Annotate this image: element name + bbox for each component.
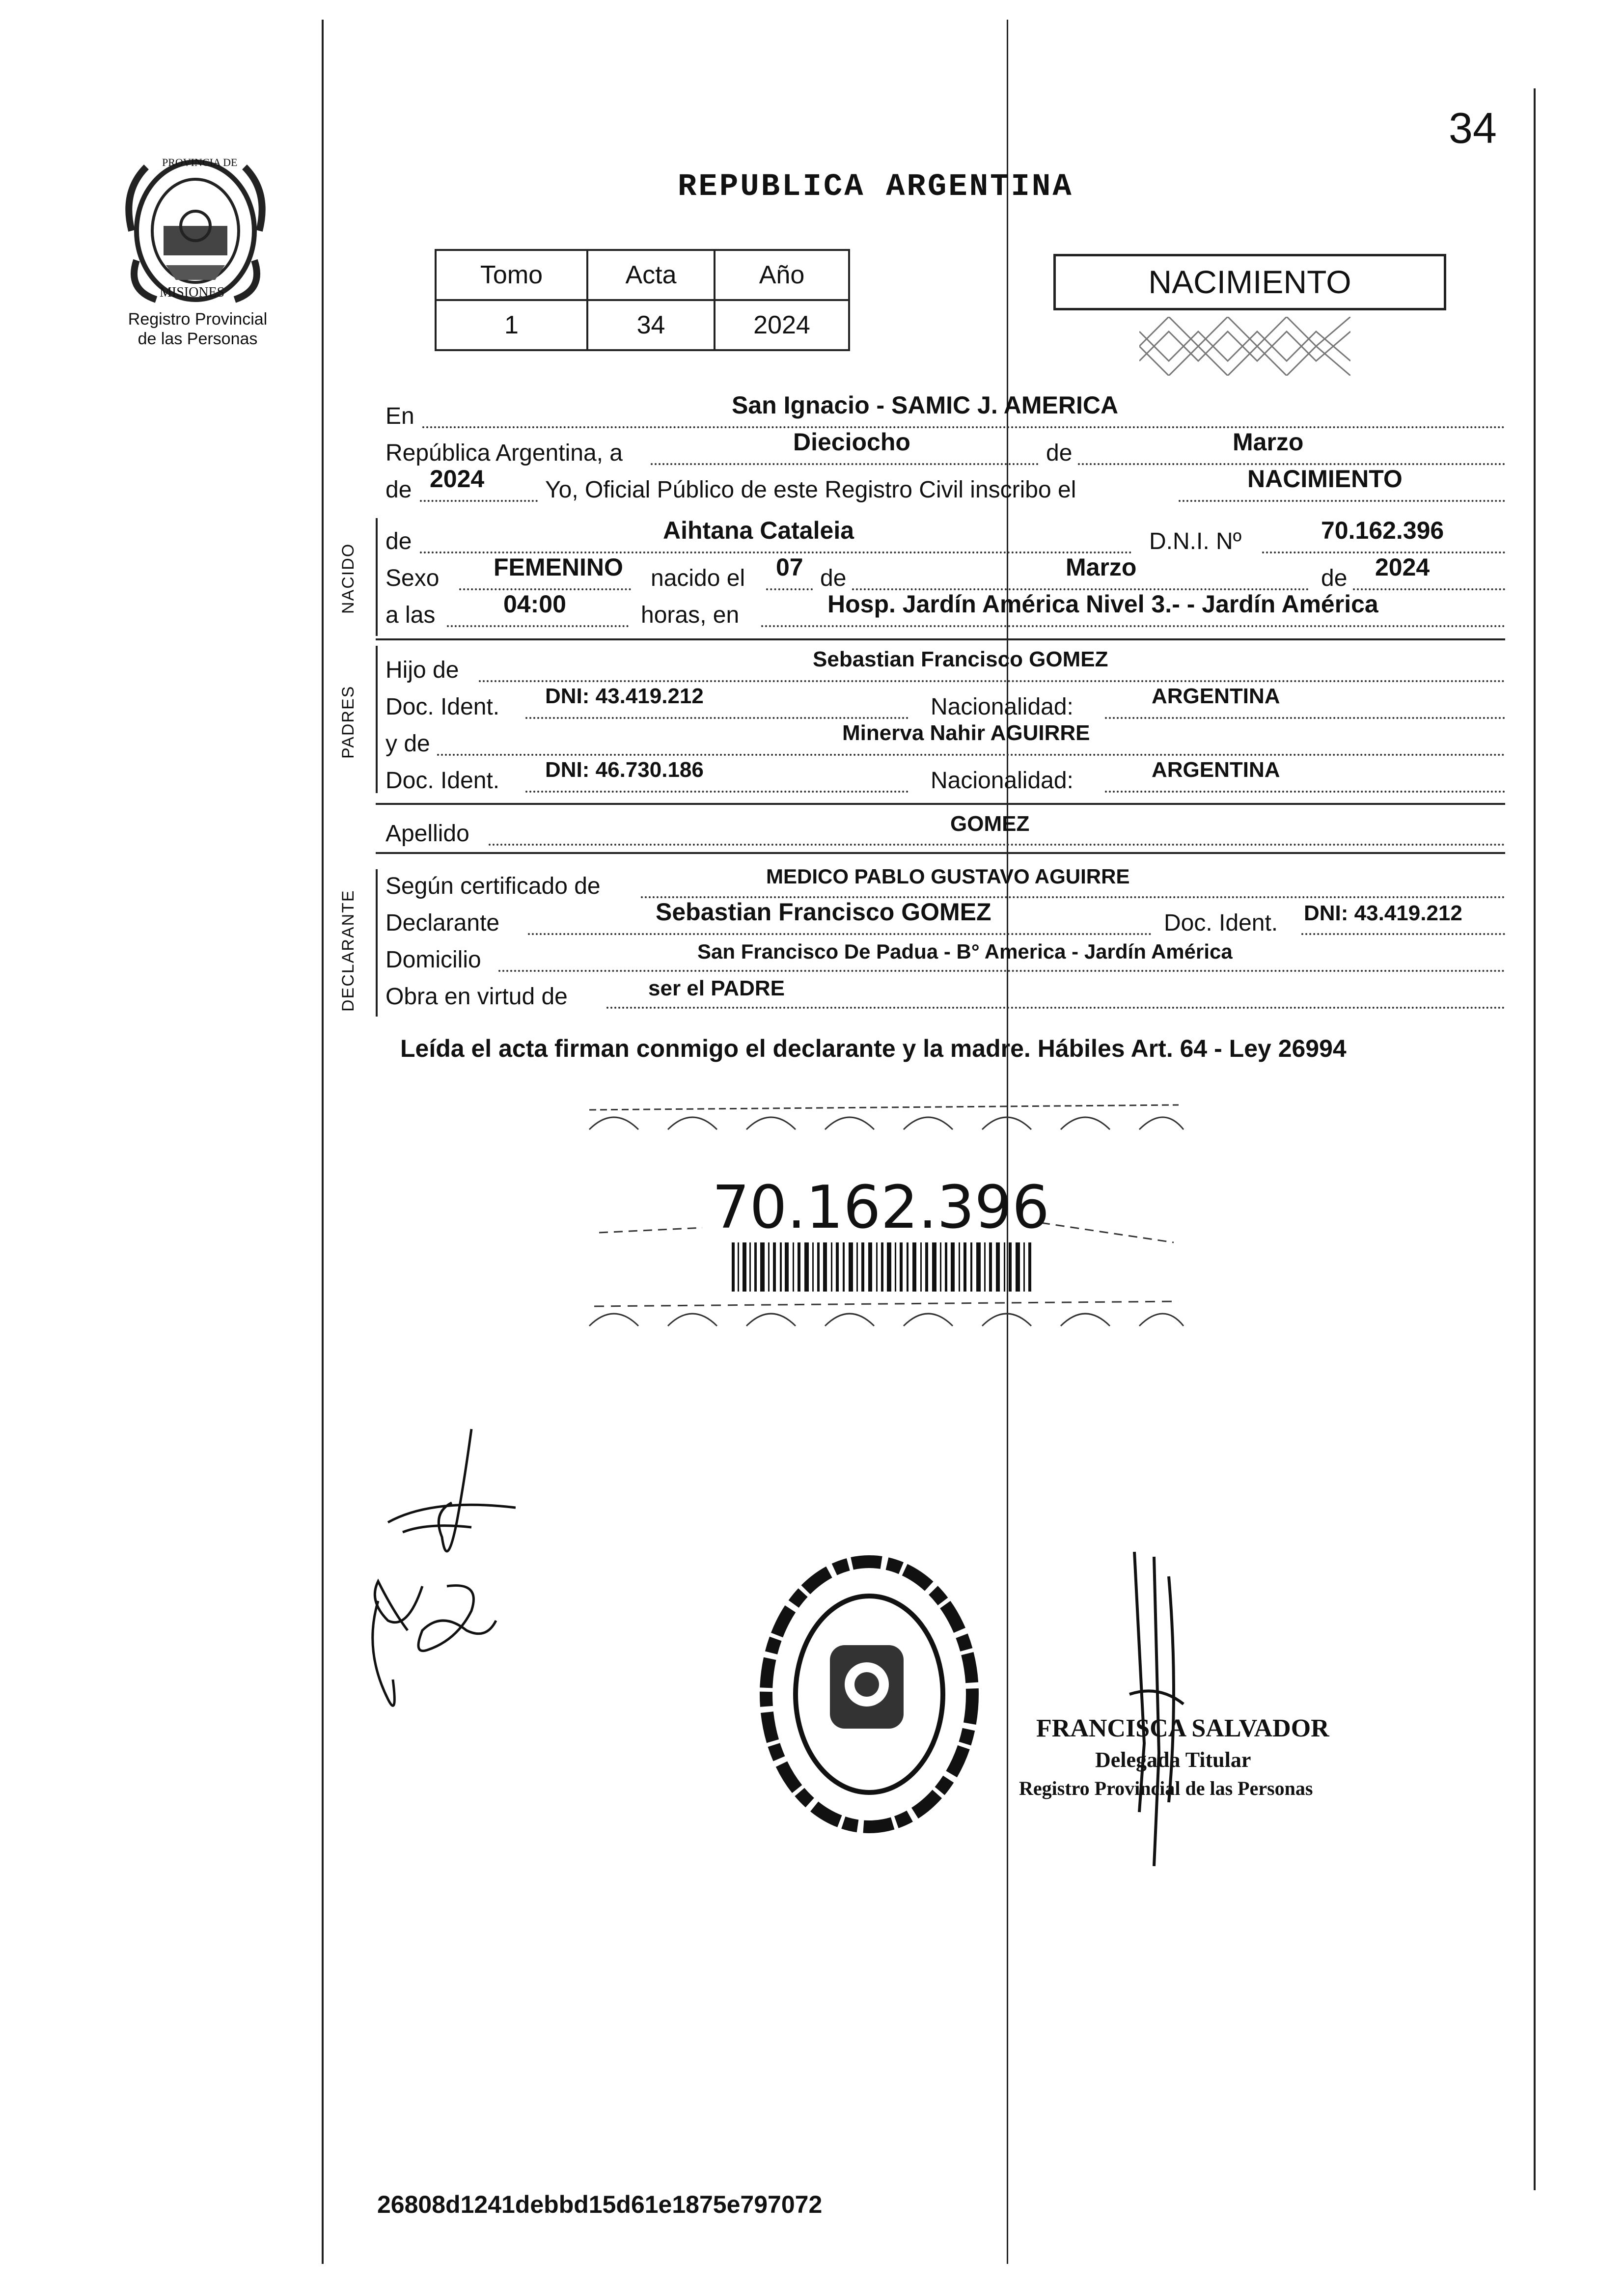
certificado-label: Según certificado de bbox=[385, 873, 601, 899]
madre-doc-dotted-line bbox=[525, 791, 908, 793]
apellido-label: Apellido bbox=[385, 821, 469, 847]
declarante-doc-value: DNI: 43.419.212 bbox=[1304, 901, 1462, 925]
nac-anio-value: 2024 bbox=[1375, 553, 1430, 581]
republica-label: República Argentina, a bbox=[385, 440, 623, 466]
page-number: 34 bbox=[1449, 104, 1497, 152]
logo-text-bottom: MISIONES bbox=[160, 285, 225, 300]
padre-doc-label: Doc. Ident. bbox=[385, 694, 500, 720]
padres-bottom-rule bbox=[376, 803, 1505, 805]
de-label-1: de bbox=[1046, 440, 1073, 466]
acta-table-value-row bbox=[436, 300, 849, 350]
y-de-label: y de bbox=[385, 731, 430, 757]
acta-reference-table bbox=[435, 249, 850, 351]
padre-nac-value: ARGENTINA bbox=[1152, 684, 1280, 708]
madre-nac-dotted-line bbox=[1105, 791, 1505, 793]
inscribo-value: NACIMIENTO bbox=[1247, 465, 1403, 493]
nacido-section-label: NACIDO bbox=[339, 543, 358, 614]
dni-label: D.N.I. Nº bbox=[1149, 528, 1242, 554]
de-label-5: de bbox=[1321, 565, 1348, 591]
padre-nac-dotted-line bbox=[1105, 717, 1505, 719]
domicilio-value: San Francisco De Padua - B° America - Jardín América bbox=[697, 940, 1233, 963]
padre-nac-label: Nacionalidad: bbox=[931, 694, 1073, 720]
a-las-label: a las bbox=[385, 602, 436, 628]
acta-table-tomo-value: 1 bbox=[436, 300, 587, 350]
right-margin-rule bbox=[1534, 88, 1536, 2190]
registry-caption bbox=[113, 309, 282, 349]
en-label: En bbox=[385, 403, 414, 429]
lugar-value: Hosp. Jardín América Nivel 3.- - Jardín América bbox=[827, 590, 1378, 618]
declarante-doc-dotted-line bbox=[1301, 933, 1505, 935]
document-title: REPUBLICA ARGENTINA bbox=[678, 169, 1073, 205]
lugar-dotted-line bbox=[761, 625, 1505, 627]
de-label-4: de bbox=[820, 565, 847, 591]
en-value: San Ignacio - SAMIC J. AMERICA bbox=[732, 391, 1119, 419]
declarante-label: Declarante bbox=[385, 910, 500, 936]
madre-nac-value: ARGENTINA bbox=[1152, 758, 1280, 782]
apellido-bottom-rule bbox=[376, 852, 1505, 854]
nac-dia-value: 07 bbox=[776, 553, 803, 581]
stamp-dni-number: 70.162.396 bbox=[712, 1174, 1050, 1242]
acta-table-anio-value: 2024 bbox=[715, 300, 849, 350]
sexo-label: Sexo bbox=[385, 565, 440, 591]
acta-table-acta-value: 34 bbox=[587, 300, 715, 350]
en-dotted-line bbox=[422, 426, 1505, 428]
oficial-text: Yo, Oficial Público de este Registro Civil inscribo el bbox=[545, 477, 1076, 503]
footer-note: Leída el acta firman conmigo el declarante y la madre. Hábiles Art. 64 - Ley 26994 bbox=[400, 1035, 1347, 1062]
officer-registry: Registro Provincial de las Personas bbox=[1019, 1777, 1313, 1799]
left-margin-rule bbox=[322, 20, 324, 2264]
acta-table-header-row bbox=[436, 250, 849, 300]
nombre-value: Aihtana Cataleia bbox=[663, 517, 854, 544]
anio-dotted-line bbox=[420, 500, 538, 502]
certificado-value: MEDICO PABLO GUSTAVO AGUIRRE bbox=[766, 865, 1130, 888]
dni-value: 70.162.396 bbox=[1321, 517, 1444, 544]
domicilio-label: Domicilio bbox=[385, 947, 481, 973]
obra-value: ser el PADRE bbox=[648, 976, 785, 1000]
declarante-doc-label: Doc. Ident. bbox=[1164, 910, 1278, 936]
acta-table-header-anio: Año bbox=[715, 250, 849, 300]
logo-text-top: PROVINCIA DE bbox=[162, 156, 238, 168]
padres-section-label: PADRES bbox=[339, 685, 358, 759]
sexo-value: FEMENINO bbox=[494, 553, 623, 581]
padres-section-bar bbox=[376, 646, 378, 793]
acta-table-header-tomo: Tomo bbox=[436, 250, 587, 300]
nacido-bottom-rule bbox=[376, 638, 1505, 640]
acta-table-header-acta: Acta bbox=[587, 250, 715, 300]
de-label-2: de bbox=[385, 477, 412, 503]
horas-en-label: horas, en bbox=[641, 602, 740, 628]
madre-doc-label: Doc. Ident. bbox=[385, 768, 500, 794]
document-type-box: NACIMIENTO bbox=[1053, 254, 1446, 310]
registry-caption-line1: Registro Provincial bbox=[128, 310, 268, 329]
declarante-section-label: DECLARANTE bbox=[339, 889, 358, 1012]
apellido-dotted-line bbox=[489, 844, 1505, 846]
apellido-value: GOMEZ bbox=[950, 812, 1030, 836]
nac-mes-value: Marzo bbox=[1066, 553, 1137, 581]
hora-dotted-line bbox=[447, 625, 629, 627]
mes-value: Marzo bbox=[1233, 428, 1304, 456]
obra-label: Obra en virtud de bbox=[385, 984, 568, 1010]
document-hash: 26808d1241debbd15d61e1875e797072 bbox=[377, 2191, 823, 2218]
declarante-dotted-line bbox=[528, 933, 1152, 935]
registry-caption-line2: de las Personas bbox=[138, 330, 258, 348]
dia-dotted-line bbox=[651, 463, 1039, 465]
de-label-3: de bbox=[385, 528, 412, 554]
officer-name: FRANCISCA SALVADOR bbox=[1036, 1714, 1329, 1742]
anio-value: 2024 bbox=[430, 465, 485, 493]
hospital-oval-seal bbox=[742, 1547, 997, 1842]
security-hatch-pattern bbox=[1139, 317, 1350, 376]
nacido-section-bar bbox=[376, 518, 378, 636]
declarante-value: Sebastian Francisco GOMEZ bbox=[656, 898, 991, 926]
declarant-signature bbox=[358, 1424, 516, 1738]
declarante-section-bar bbox=[376, 869, 378, 1017]
domicilio-dotted-line bbox=[498, 970, 1505, 972]
nacido-el-label: nacido el bbox=[651, 565, 745, 591]
hora-value: 04:00 bbox=[503, 590, 566, 618]
inscribo-dotted-line bbox=[1179, 500, 1505, 502]
madre-nombre-value: Minerva Nahir AGUIRRE bbox=[842, 721, 1090, 745]
padre-doc-value: DNI: 43.419.212 bbox=[545, 684, 704, 708]
madre-nac-label: Nacionalidad: bbox=[931, 768, 1073, 794]
dia-value: Dieciocho bbox=[793, 428, 910, 456]
nac-dia-dotted-line bbox=[766, 588, 813, 590]
officer-title: Delegada Titular bbox=[1095, 1748, 1251, 1772]
hijo-de-label: Hijo de bbox=[385, 657, 459, 683]
padre-nombre-value: Sebastian Francisco GOMEZ bbox=[813, 647, 1108, 671]
madre-doc-value: DNI: 46.730.186 bbox=[545, 758, 704, 782]
obra-dotted-line bbox=[606, 1007, 1505, 1009]
